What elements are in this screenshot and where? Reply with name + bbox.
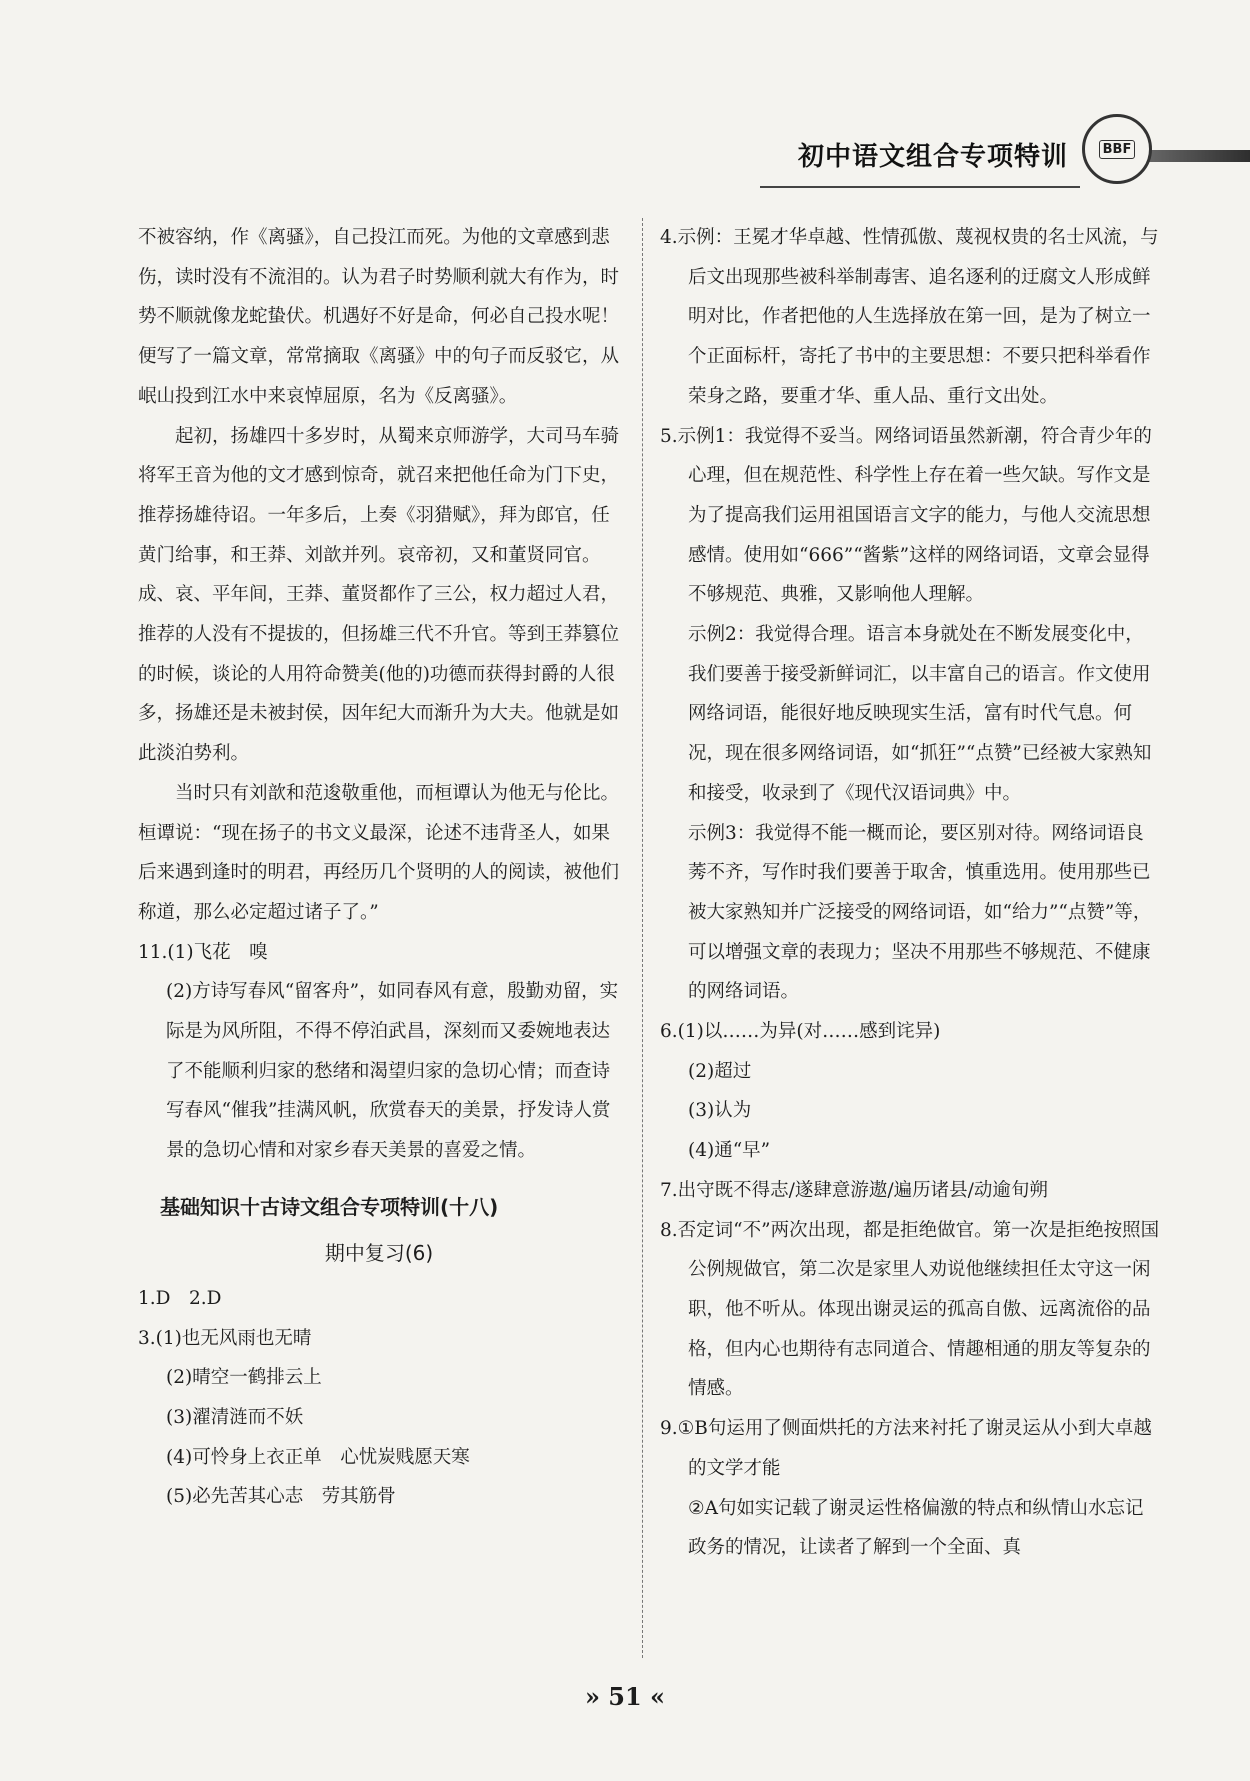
- left-column: [138, 218, 620, 1517]
- column-divider: [642, 218, 643, 1658]
- answer-9-1: 9.①B句运用了侧面烘托的方法来衬托了谢灵运从小到大卓越的文学才能: [660, 1418, 1152, 1479]
- answer-6-1: 6.(1)以……为异(对……感到诧异): [660, 1021, 941, 1043]
- answer-8: 8.否定词“不”两次出现，都是拒绝做官。第一次是拒绝按照国公例规做官，第二次是家里人劝说他继续担任太守这一闲职，他不听从。体现出谢灵运的孤高自傲、远离流俗的品格，但内心也期待有志同道合、情趣相通的朋友等复杂的情感。: [660, 1219, 1160, 1400]
- paragraph: 当时只有刘歆和范逡敬重他，而桓谭认为他无与伦比。桓谭说：“现在扬子的书文义最深，论述不违背圣人，如果后来遇到逢时的明君，再经历几个贤明的人的阅读，被他们称道，那么必定超过诸子了。”: [138, 782, 620, 923]
- answer-5-example-3: 示例3：我觉得不能一概而论，要区别对待。网络词语良莠不齐，写作时我们要善于取舍，慎重选用。使用那些已被大家熟知并广泛接受的网络词语，如“给力”“点赞”等，可以增强文章的表现力；坚决不用那些不够规范、不健康的网络词语。: [688, 822, 1152, 1003]
- answer-7: 7.出守既不得志/遂肆意游遨/遍历诸县/动逾旬朔: [660, 1179, 1048, 1201]
- answer-5-example-1: 5.示例1：我觉得不妥当。网络词语虽然新潮，符合青少年的心理，但在规范性、科学性上存在着一些欠缺。写作文是为了提高我们运用祖国语言文字的能力，与他人交流思想感情。使用如“666”“酱紫”这样的网络词语，文章会显得不够规范、典雅，又影响他人理解。: [660, 425, 1152, 606]
- answer-9-2: ②A句如实记载了谢灵运性格偏激的特点和纵情山水忘记政务的情况，让读者了解到一个全面、真: [688, 1497, 1144, 1559]
- right-column: [660, 218, 1160, 1568]
- answer-5-example-2: 示例2：我觉得合理。语言本身就处在不断发展变化中，我们要善于接受新鲜词汇，以丰富自己的语言。作文使用网络词语，能很好地反映现实生活，富有时代气息。何况，现在很多网络词语，如“抓狂”“点赞”已经被大家熟知和接受，收录到了《现代汉语词典》中。: [688, 624, 1152, 804]
- answer-4: 4.示例：王冕才华卓越、性情孤傲、蔑视权贵的名士风流，与后文出现那些被科举制毒害、追名逐利的迂腐文人形成鲜明对比，作者把他的人生选择放在第一回，是为了树立一个正面标杆，寄托了书中的主要思想：不要只把科举看作荣身之路，要重才华、重人品、重行文出处。: [660, 227, 1159, 407]
- answer-6-sub: (3)认为: [688, 1100, 752, 1122]
- paragraph: 起初，扬雄四十多岁时，从蜀来京师游学，大司马车骑将军王音为他的文才感到惊奇，就召来把他任命为门下史，推荐扬雄待诏。一年多后，上奏《羽猎赋》，拜为郎官，任黄门给事，和王莽、刘歆并列。哀帝初，又和董贤同官。成、哀、平年间，王莽、董贤都作了三公，权力超过人君，推荐的人没有不提拔的，但扬雄三代不升官。等到王莽篡位的时候，谈论的人用符命赞美(他的)功德而获得封爵的人很多，扬雄还是未被封侯，因年纪大而渐升为大夫。他就是如此淡泊势利。: [138, 425, 620, 765]
- section-subtitle: 期中复习(6): [324, 1240, 434, 1265]
- answer-3-sub: (3)濯清涟而不妖: [166, 1406, 304, 1428]
- answer-3-1: 3.(1)也无风雨也无晴: [138, 1327, 312, 1349]
- answer-11-2: (2)方诗写春风“留客舟”，如同春风有意，殷勤劝留，实际是为风所阻，不得不停泊武昌，深刻而又委婉地表达了不能顺利归家的愁绪和渴望归家的急切心情；而查诗写春风“催我”挂满风帆，欣赏春天的美景，抒发诗人赏景的急切心情和对家乡春天美景的喜爱之情。: [166, 981, 619, 1162]
- logo-text: BBF: [1099, 140, 1136, 159]
- answer-6-sub: (2)超过: [688, 1060, 752, 1082]
- bbf-logo-icon: [1082, 114, 1152, 184]
- answer-6-sub: (4)通“早”: [688, 1140, 771, 1162]
- paragraph: 不被容纳，作《离骚》，自己投江而死。为他的文章感到悲伤，读时没有不流泪的。认为君子时势顺利就大有作为，时势不顺就像龙蛇蛰伏。机遇好不好是命，何必自己投水呢！便写了一篇文章，常常摘取《离骚》中的句子而反驳它，从岷山投到江水中来哀悼屈原，名为《反离骚》。: [138, 227, 620, 407]
- answer-1-2: 1.D 2.D: [138, 1287, 222, 1309]
- section-title: 基础知识十古诗文组合专项特训(十八): [160, 1194, 499, 1219]
- header-title: 初中语文组合专项特训: [797, 142, 1068, 172]
- answer-11-1: 11.(1)飞花 嗅: [138, 941, 268, 963]
- page-number: » 51 «: [584, 1682, 666, 1711]
- page-number-value: 51: [608, 1682, 642, 1711]
- answer-3-sub: (5)必先苦其心志 劳其筋骨: [166, 1486, 396, 1508]
- answer-3-sub: (4)可怜身上衣正单 心忧炭贱愿天寒: [166, 1446, 470, 1468]
- page-header: [0, 108, 1250, 188]
- answer-3-sub: (2)晴空一鹤排云上: [166, 1367, 322, 1389]
- header-underline: [760, 186, 1080, 188]
- header-bar: [1140, 150, 1250, 162]
